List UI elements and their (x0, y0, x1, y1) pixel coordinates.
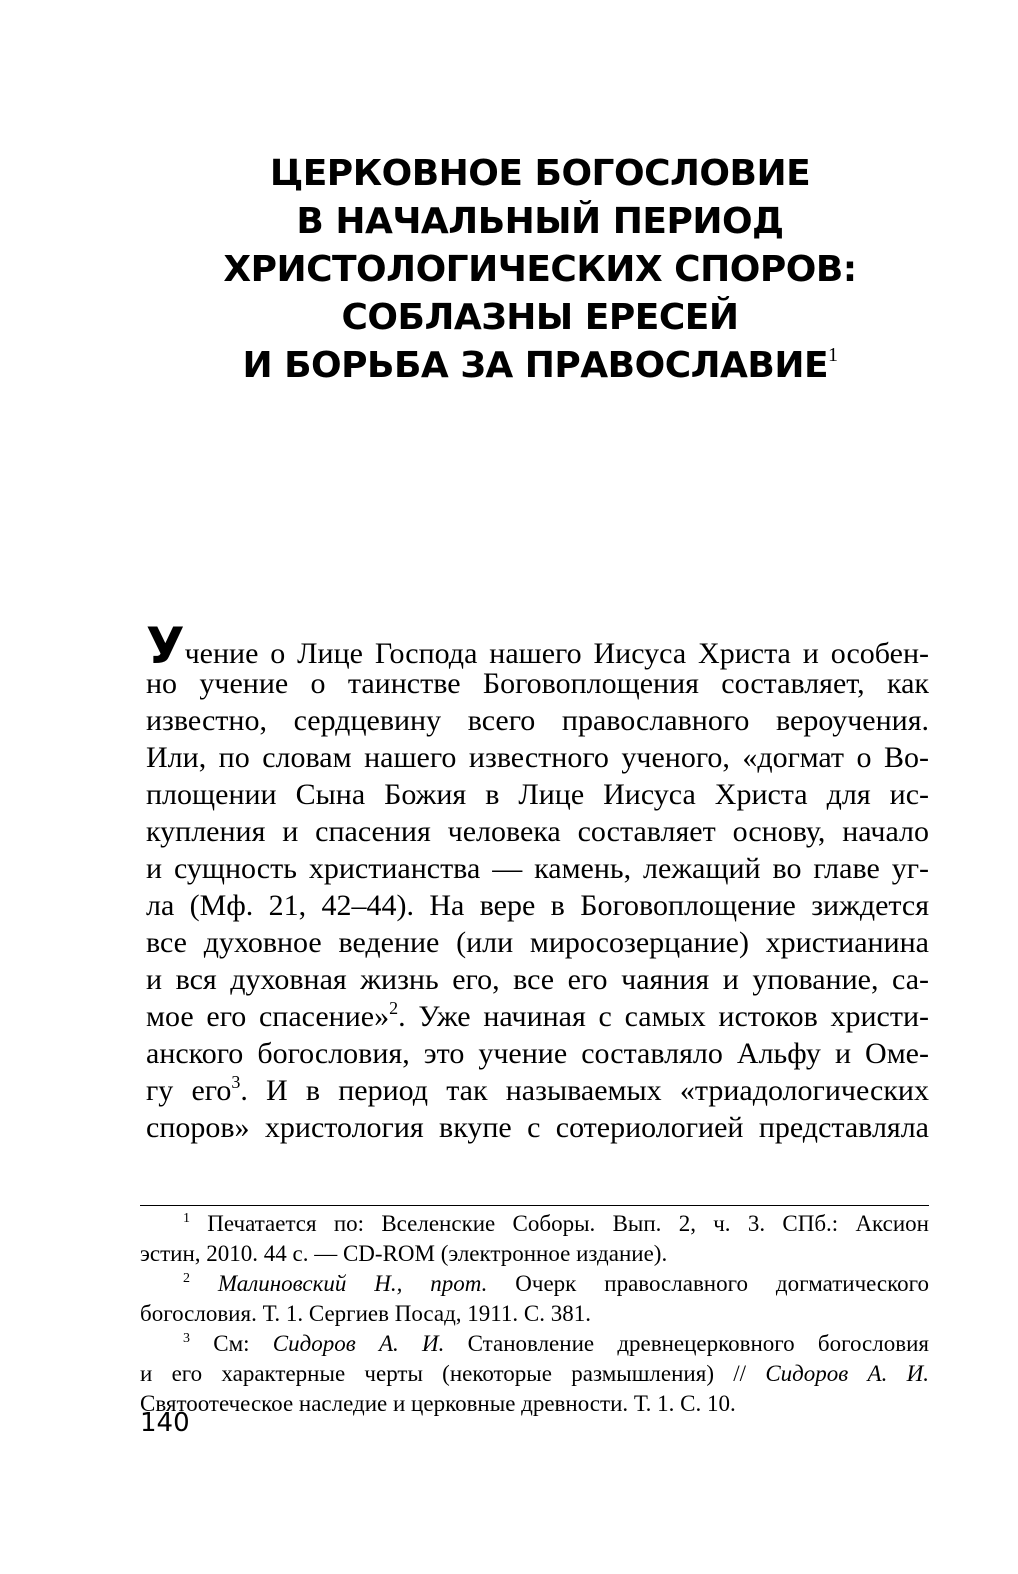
body-line-9: все духовное ведение (или миросозерцание) христианина (146, 926, 929, 959)
page-number: 140 (140, 1408, 190, 1438)
footnote-ref-2: 2 (389, 998, 399, 1018)
footnote-3-text-2: и его характерные черты (некоторые размышления) // (140, 1361, 766, 1386)
body-line-14: споров» христология вкупе с сотериологией представляла (146, 1111, 929, 1144)
title-line-5 (150, 342, 930, 390)
footnote-2-text-1: Очерк православного догматического (487, 1271, 930, 1296)
footnote-1-text-1: Печатается по: Вселенские Соборы. Вып. 2, ч. 3. СПб.: Аксион (207, 1211, 929, 1236)
body-line-13-start: гу его (146, 1074, 232, 1107)
body-line-12: анского богословия, это учение составляло Альфу и Оме- (146, 1037, 929, 1070)
chapter-title (150, 150, 930, 390)
title-line-3: ХРИСТОЛОГИЧЕСКИХ СПОРОВ: (223, 249, 857, 290)
body-line-2: но учение о таинстве Боговоплощения составляет, как (146, 667, 929, 700)
footnote-3-line-2 (140, 1359, 929, 1389)
footnote-3-author-2: Сидоров А. И. (765, 1361, 929, 1386)
body-line-7: и сущность христианства — камень, лежащий во главе уг- (146, 852, 929, 885)
footnote-3-author: Сидоров А. И. (272, 1331, 445, 1356)
body-line-11 (146, 998, 929, 1035)
body-line-1 (146, 617, 929, 675)
body-line-3: известно, сердцевину всего православного вероучения. (146, 704, 929, 737)
footnote-1-line-2: эстин, 2010. 44 с. — CD-ROM (электронное издание). (140, 1241, 668, 1266)
body-line-11-start: мое его спасение» (146, 1000, 390, 1033)
footnote-1-mark: 1 (183, 1211, 190, 1226)
footnote-2-author: Малиновский Н., прот. (217, 1271, 488, 1296)
footnote-3-mark: 3 (183, 1331, 190, 1346)
title-footnote-mark: 1 (828, 344, 838, 366)
title-line-4: СОБЛАЗНЫ ЕРЕСЕЙ (341, 297, 739, 338)
footnote-3-text-1: Становление древнецерковного богословия (444, 1331, 929, 1356)
drop-cap: У (146, 617, 185, 675)
body-line-10: и вся духовная жизнь его, все его чаяния и упование, са- (146, 963, 929, 996)
body-line-13 (146, 1072, 929, 1109)
footnotes (140, 1209, 929, 1419)
body-line-6: купления и спасения человека составляет основу, начало (146, 815, 929, 848)
footnote-3-prefix: См: (213, 1331, 273, 1356)
title-line-2: В НАЧАЛЬНЫЙ ПЕРИОД (296, 201, 784, 242)
body-paragraph (146, 617, 929, 1146)
body-line-11-end: . Уже начиная с самых истоков христи- (398, 1000, 929, 1033)
body-line-8: ла (Мф. 21, 42–44). На вере в Боговоплощение зиждется (146, 889, 929, 922)
title-line-1: ЦЕРКОВНОЕ БОГОСЛОВИЕ (269, 153, 811, 194)
title-line-5-text: И БОРЬБА ЗА ПРАВОСЛАВИЕ (242, 345, 829, 386)
footnote-1-line-1 (140, 1209, 929, 1239)
footnote-ref-3: 3 (231, 1072, 241, 1092)
body-line-5: площении Сына Божия в Лице Иисуса Христа для ис- (146, 778, 929, 811)
body-line-13-end: . И в период так называемых «триадологических (240, 1074, 929, 1107)
footnote-2-mark: 2 (183, 1271, 190, 1286)
body-line-1-text: чение о Лице Господа нашего Иисуса Христа и особен- (184, 637, 929, 670)
body-line-4: Или, по словам нашего известного ученого, «догмат о Во- (146, 741, 929, 774)
footnote-2-line-1 (140, 1269, 929, 1299)
footnote-separator (140, 1205, 929, 1206)
footnote-3-line-1 (140, 1329, 929, 1359)
footnote-3-line-3: Святоотеческое наследие и церковные древности. Т. 1. С. 10. (140, 1391, 736, 1416)
footnote-2-line-2: богословия. Т. 1. Сергиев Посад, 1911. С. 381. (140, 1301, 592, 1326)
